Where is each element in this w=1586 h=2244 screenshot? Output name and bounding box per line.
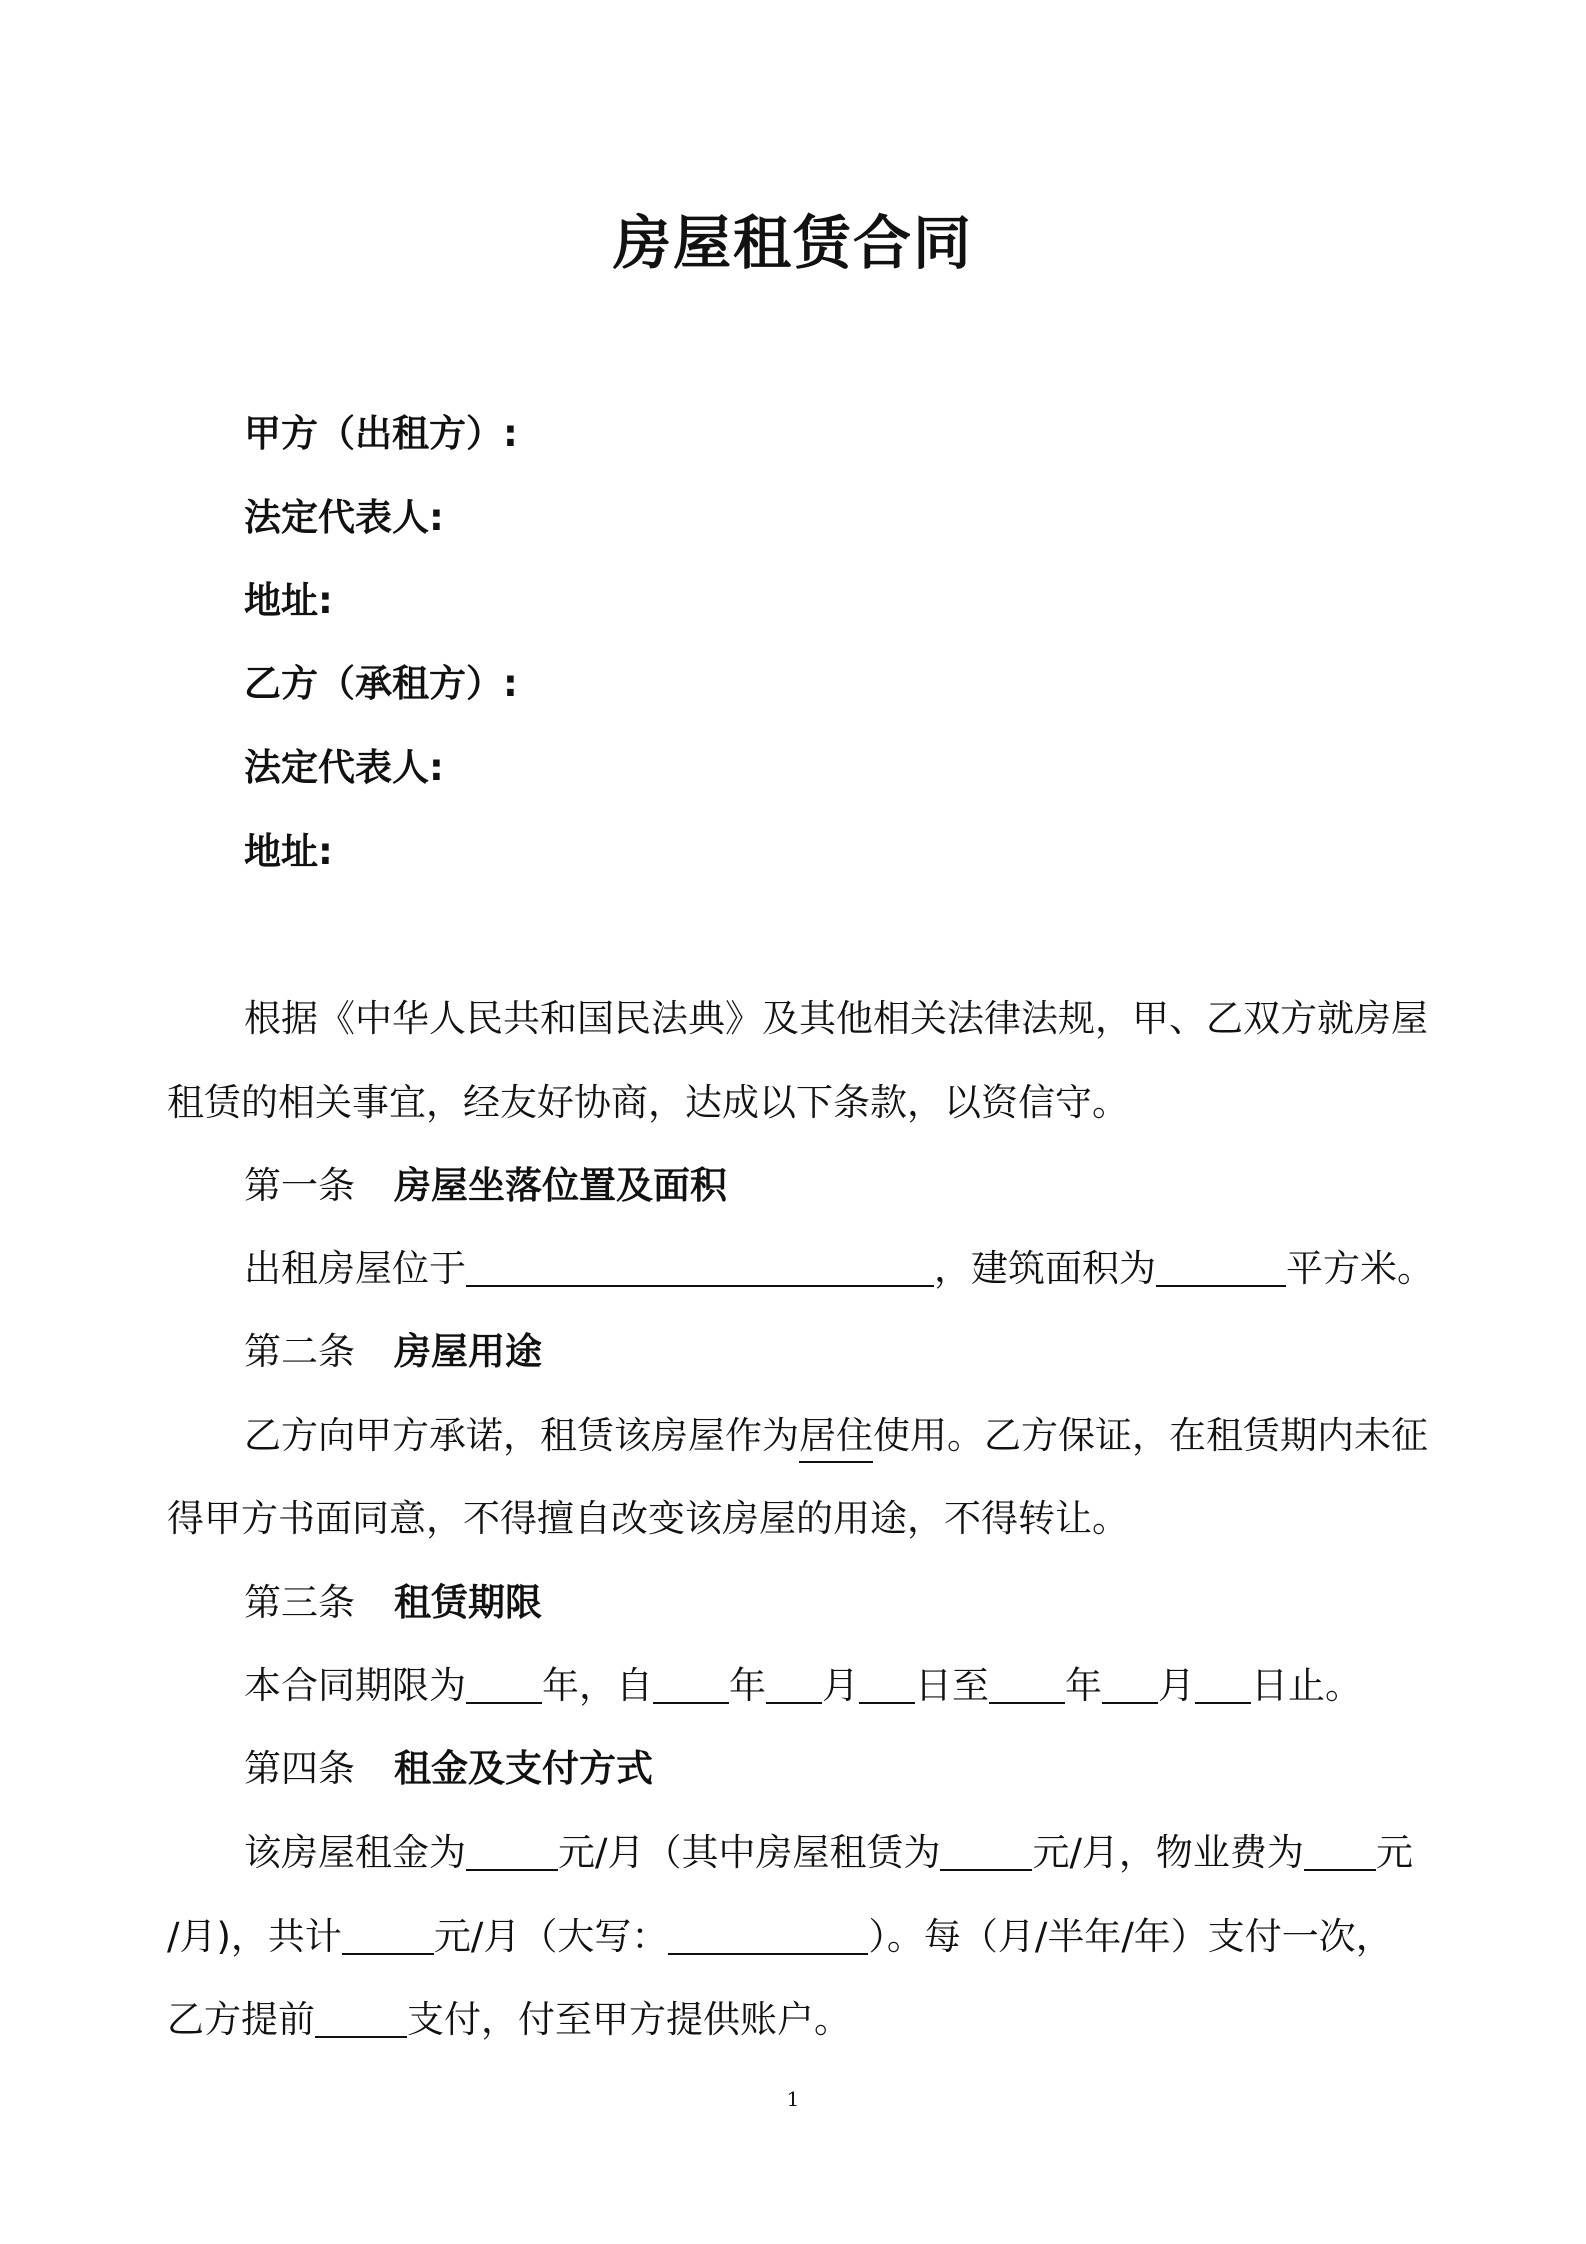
article-4-line-1 (244, 1829, 1413, 1877)
text-segment: 日至 (915, 1664, 989, 1707)
sum-amount-blank[interactable] (342, 1913, 434, 1955)
article-3-number: 第三条 (244, 1581, 355, 1624)
text-segment: 本合同期限为 (244, 1664, 466, 1707)
text-segment: 月 (822, 1664, 859, 1707)
text-segment: 出租房屋位于 (244, 1247, 466, 1290)
article-4-number: 第四条 (244, 1747, 355, 1790)
preamble-line-2: 租赁的相关事宜，经友好协商，达成以下条款，以资信守。 (167, 1081, 1129, 1124)
term-years-blank[interactable] (466, 1662, 542, 1704)
start-day-blank[interactable] (859, 1662, 915, 1704)
amount-in-words-blank[interactable] (668, 1913, 868, 1955)
article-4-heading (244, 1745, 653, 1793)
text-segment: ）。每（月/半年/年）支付一次， (868, 1915, 1393, 1958)
text-segment: 日止。 (1251, 1664, 1362, 1707)
article-3-heading (244, 1579, 542, 1627)
text-segment: 平方米。 (1286, 1247, 1434, 1290)
article-2-line-1 (244, 1412, 1428, 1460)
text-segment: 元/月（其中房屋租赁为 (558, 1831, 941, 1874)
article-2-line-2: 得甲方书面同意，不得擅自改变该房屋的用途，不得转让。 (167, 1497, 1129, 1540)
advance-payment-blank[interactable] (315, 1996, 407, 2038)
article-2-title: 房屋用途 (394, 1330, 542, 1373)
article-2-number: 第二条 (244, 1330, 355, 1373)
document-title: 房屋租赁合同 (612, 209, 973, 277)
area-blank[interactable] (1156, 1245, 1286, 1287)
text-segment: 使用。乙方保证，在租赁期内未征 (873, 1414, 1428, 1457)
article-2-heading (244, 1328, 542, 1376)
page-number: 1 (786, 2087, 800, 2111)
property-fee-blank[interactable] (1304, 1829, 1376, 1871)
article-3-title: 租赁期限 (394, 1581, 542, 1624)
article-4-line-2 (167, 1913, 1393, 1961)
preamble-line-1: 根据《中华人民共和国民法典》及其他相关法律法规，甲、乙双方就房屋 (244, 997, 1428, 1040)
text-segment: 元/月，物业费为 (1032, 1831, 1304, 1874)
house-rent-blank[interactable] (940, 1829, 1032, 1871)
text-segment: 乙方向甲方承诺，租赁该房屋作为 (244, 1414, 799, 1457)
text-segment: 乙方提前 (167, 1998, 315, 2041)
usage-underlined-text: 居住 (799, 1414, 873, 1463)
text-segment: 元/月（大写： (433, 1915, 669, 1958)
end-year-blank[interactable] (989, 1662, 1065, 1704)
article-4-title: 租金及支付方式 (394, 1747, 653, 1790)
total-rent-blank[interactable] (466, 1829, 558, 1871)
party-b-representative-label: 法定代表人: (244, 746, 444, 789)
text-segment: 年 (729, 1664, 766, 1707)
article-1-text (244, 1245, 1434, 1293)
end-month-blank[interactable] (1102, 1662, 1158, 1704)
party-b-label: 乙方（承租方）: (244, 662, 518, 705)
party-a-label: 甲方（出租方）: (244, 412, 518, 455)
article-1-number: 第一条 (244, 1164, 355, 1207)
text-segment: 年，自 (542, 1664, 653, 1707)
text-segment: 元 (1375, 1831, 1413, 1874)
article-1-title: 房屋坐落位置及面积 (394, 1164, 727, 1207)
start-month-blank[interactable] (766, 1662, 822, 1704)
party-a-address-label: 地址: (244, 579, 333, 622)
text-segment: 该房屋租金为 (244, 1831, 466, 1874)
party-b-address-label: 地址: (244, 830, 333, 873)
article-3-text (244, 1662, 1362, 1710)
text-segment: 支付，付至甲方提供账户。 (407, 1998, 851, 2041)
text-segment: 年 (1065, 1664, 1102, 1707)
article-1-heading (244, 1162, 727, 1210)
party-a-representative-label: 法定代表人: (244, 496, 444, 539)
text-segment: /月)，共计 (167, 1915, 342, 1958)
text-segment: ，建筑面积为 (934, 1247, 1156, 1290)
location-blank[interactable] (466, 1245, 934, 1287)
end-day-blank[interactable] (1195, 1662, 1251, 1704)
article-4-line-3 (167, 1996, 851, 2044)
text-segment: 月 (1158, 1664, 1195, 1707)
start-year-blank[interactable] (653, 1662, 729, 1704)
